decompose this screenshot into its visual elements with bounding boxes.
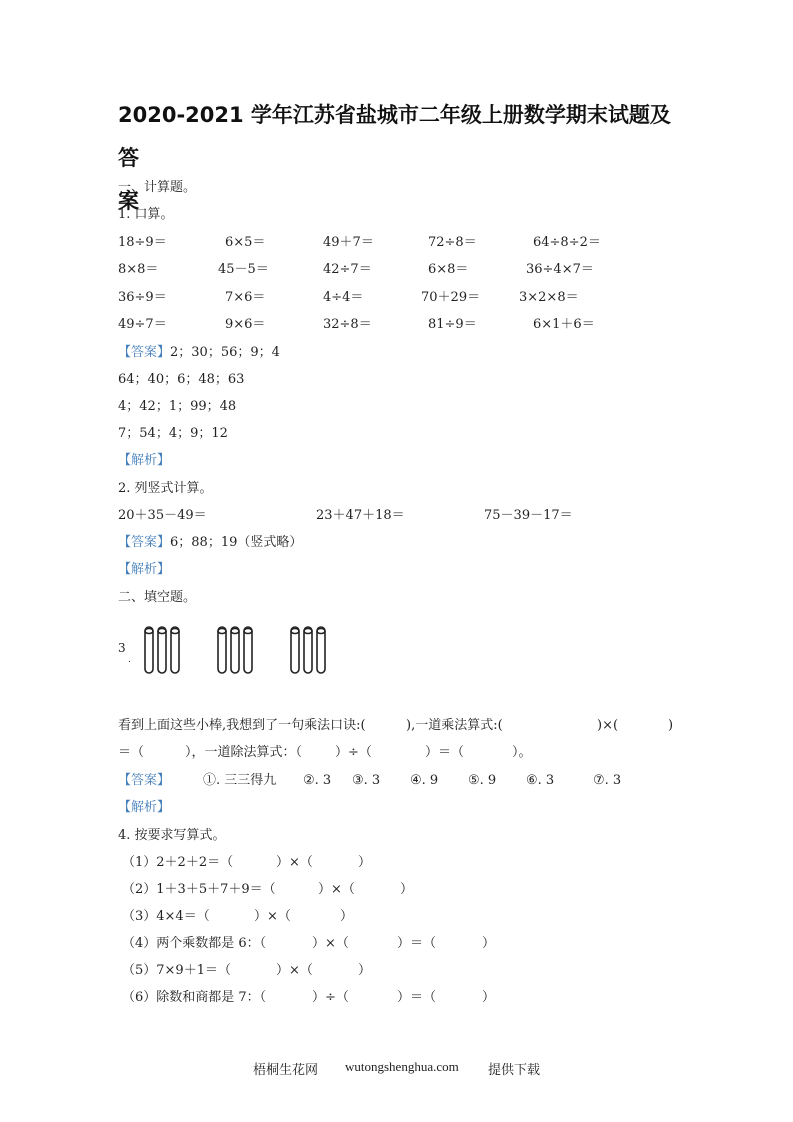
footer-url[interactable]: wutongshenghua.com	[345, 1059, 459, 1074]
q4-item-part: ）×（	[312, 936, 349, 951]
title-line-2: 案	[118, 189, 139, 213]
q3-text-part: ），一道除法算式：（	[185, 745, 303, 760]
q4-item-part: ）＝（	[397, 990, 437, 1005]
math-problem: 8×8＝	[118, 262, 159, 277]
q3-text-part: ）＝（	[425, 745, 465, 760]
answer-item: ④. 9	[410, 773, 439, 788]
answer-item: ①. 三三得九	[203, 773, 277, 788]
answer-line: 7；54；4；9；12	[118, 426, 228, 441]
answer-item: ②. 3	[303, 773, 332, 788]
answer-tag: 【答案】	[118, 535, 171, 550]
q4-item-prefix: （6）除数和商都是 7：（	[122, 990, 267, 1005]
answer-text: 6；88；19（竖式略）	[170, 535, 303, 550]
math-problem: 32÷8＝	[323, 317, 372, 332]
math-problem: 6×5＝	[225, 235, 266, 250]
analysis-tag: 【解析】	[118, 453, 171, 468]
q3-text-part: )	[668, 718, 674, 733]
q4-item-part: ）×（	[254, 909, 291, 924]
question-2-label: 2. 列竖式计算。	[118, 481, 213, 496]
footer-site-name: 梧桐生花网	[253, 1062, 319, 1077]
math-problem: 36÷4×7＝	[526, 262, 594, 277]
q4-item-part: ）	[340, 909, 354, 924]
math-problem: 49＋7＝	[323, 235, 374, 250]
math-problem: 49÷7＝	[118, 317, 167, 332]
q2-answer	[118, 535, 302, 551]
answer-item: ③. 3	[352, 773, 381, 788]
q4-item-part: ）×（	[276, 855, 313, 870]
math-problem: 4÷4＝	[323, 290, 364, 305]
math-problem: 81÷9＝	[428, 317, 477, 332]
q3-text-part: ),一道乘法算式:(	[406, 718, 503, 733]
q4-item-part: ）÷（	[312, 990, 349, 1005]
sticks-group-icon	[143, 625, 183, 675]
math-problem: 9×6＝	[225, 317, 266, 332]
section-heading-calculation: 一、计算题。	[118, 180, 197, 195]
q1-answer	[118, 345, 280, 361]
q4-item-part: ）＝（	[397, 936, 437, 951]
vertical-calc-problem: 75－39－17＝	[484, 508, 573, 523]
q3-text-part: ）。	[512, 745, 532, 760]
q3-text-part: ）÷（	[335, 745, 372, 760]
math-problem: 6×8＝	[428, 262, 469, 277]
q4-item-part: ）×（	[276, 963, 313, 978]
q4-item-part: ）	[482, 936, 496, 951]
answer-text: 2；30；56；9；4	[170, 345, 280, 360]
q4-item-prefix: （5）7×9＋1＝（	[122, 963, 231, 978]
math-problem: 72÷8＝	[428, 235, 477, 250]
math-problem: 64÷8÷2＝	[533, 235, 601, 250]
math-problem: 70＋29＝	[421, 290, 481, 305]
vertical-calc-problem: 23＋47＋18＝	[316, 508, 405, 523]
answer-line: 4；42；1；99；48	[118, 399, 237, 414]
question-3-number: 3	[118, 641, 126, 655]
q4-item-part: ）×（	[318, 882, 355, 897]
q4-item-part: ）	[482, 990, 496, 1005]
question-4-label: 4. 按要求写算式。	[118, 828, 226, 843]
section-heading-fill-blank: 二、填空题。	[118, 590, 197, 605]
answer-item: ⑦. 3	[593, 773, 622, 788]
q4-item-prefix: （1）2＋2＋2＝（	[122, 855, 234, 870]
math-problem: 6×1＋6＝	[533, 317, 595, 332]
page-title	[118, 94, 678, 223]
math-problem: 36÷9＝	[118, 290, 167, 305]
q3-text-part: ＝（	[118, 745, 145, 760]
sticks-group-icon	[216, 625, 256, 675]
math-problem: 18÷9＝	[118, 235, 167, 250]
vertical-calc-problem: 20＋35－49＝	[118, 508, 207, 523]
q4-item-part: ）	[358, 855, 372, 870]
q3-text-part: )×(	[597, 718, 619, 733]
question-1-label: 1. 口算。	[118, 207, 174, 222]
math-problem: 7×6＝	[225, 290, 266, 305]
sticks-group-icon	[289, 625, 329, 675]
math-problem: 3×2×8＝	[519, 290, 579, 305]
q4-item-prefix: （2）1＋3＋5＋7＋9＝（	[122, 882, 276, 897]
q4-item-part: ）	[358, 963, 372, 978]
answer-tag: 【答案】	[118, 345, 171, 360]
answer-line: 64；40；6；48；63	[118, 372, 245, 387]
analysis-tag: 【解析】	[118, 800, 171, 815]
q4-item-part: ）	[400, 882, 414, 897]
title-line-1: 2020-2021 学年江苏省盐城市二年级上册数学期末试题及答	[118, 103, 671, 170]
answer-tag: 【答案】	[118, 773, 171, 788]
q3-text-part: 看到上面这些小棒,我想到了一句乘法口诀:(	[118, 718, 366, 733]
analysis-tag: 【解析】	[118, 562, 171, 577]
q4-item-prefix: （3）4×4＝（	[122, 909, 210, 924]
question-3-dot: .	[128, 655, 131, 665]
math-problem: 45－5＝	[218, 262, 269, 277]
answer-item: ⑥. 3	[526, 773, 555, 788]
answer-item: ⑤. 9	[468, 773, 497, 788]
q4-item-prefix: （4）两个乘数都是 6：（	[122, 936, 267, 951]
footer-note: 提供下载	[488, 1062, 541, 1077]
math-problem: 42÷7＝	[323, 262, 372, 277]
